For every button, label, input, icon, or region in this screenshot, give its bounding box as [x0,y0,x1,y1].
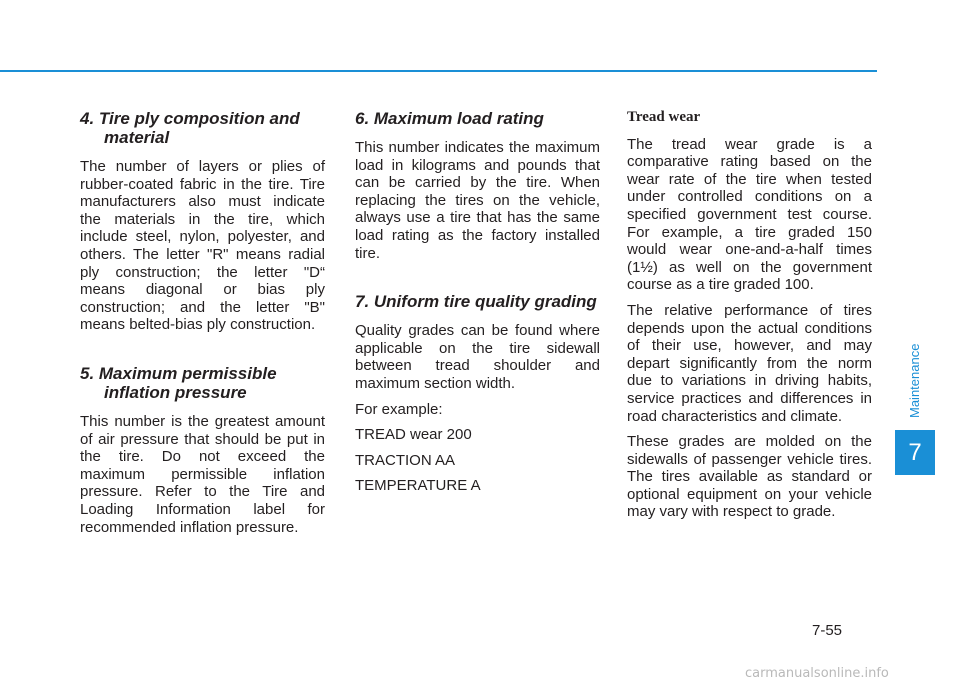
column-1 [80,109,325,544]
paragraph-tread-wear-1: The tread wear grade is a comparative rating based on the wear rate of the tire when tested under controlled conditions on a specified government test course. For example, a tire graded 150 would wear one-and-a-half times (1½) as well on the government course as a tire graded 100. [627,135,872,294]
example-line-tread: TREAD wear 200 [355,426,472,444]
column-3 [627,109,872,529]
watermark: carmanualsonline.info [745,666,889,681]
example-line-traction: TRACTION AA [355,451,456,469]
paragraph-ply-composition: The number of layers or plies of rubber-coated fabric in the tire. Tire manufacturers also must indicate the materials in the tire, which include steel, nylon, polyester, and others. The letter "R" means radial ply construction; the letter "D“ means diagonal or bias ply construction; and the letter "B" means belted-bias ply construction. [80,158,325,334]
heading-ply-composition: 4. Tire ply composition and material [80,109,300,147]
paragraph-tread-wear-2: The relative performance of tires depends upon the actual conditions of their use, however, and may depart significantly from the norm due to variations in driving habits, service practices and differences in road characteristics and climate. [627,301,872,425]
heading-tread-wear: Tread wear [627,109,701,125]
heading-max-inflation-pressure: 5. Maximum permissible inflation pressure [80,363,277,402]
example-intro: For example: [355,400,443,418]
chapter-label: Maintenance [907,343,922,419]
chapter-tab: 7 [895,430,935,475]
column-2 [355,109,600,503]
heading-uniform-grading: 7. Uniform tire quality grading [355,292,597,312]
example-line-temperature: TEMPERATURE A [355,477,481,495]
paragraph-max-load-rating: This number indicates the maximum load in kilograms and pounds that can be carried by the tire. When replacing the tires on the vehicle, always use a tire that has the same load rating as the factory installed tire. [355,139,600,262]
page-number: 7-55 [812,622,843,639]
header-rule [0,70,877,72]
heading-max-load-rating: 6. Maximum load rating [355,109,544,128]
paragraph-uniform-grading: Quality grades can be found where applicable on the tire sidewall between tread shoulder and maximum section width. [355,322,600,392]
paragraph-tread-wear-3: These grades are molded on the sidewalls of passenger vehicle tires. The tires available as standard or optional equipment on your vehicle may vary with respect to grade. [627,433,872,521]
paragraph-max-inflation-pressure: This number is the greatest amount of air pressure that should be put in the tire. Do not exceed the maximum permissible inflation pressure. Refer to the Tire and Loading Information label for recommended inflation pressure. [80,412,325,536]
